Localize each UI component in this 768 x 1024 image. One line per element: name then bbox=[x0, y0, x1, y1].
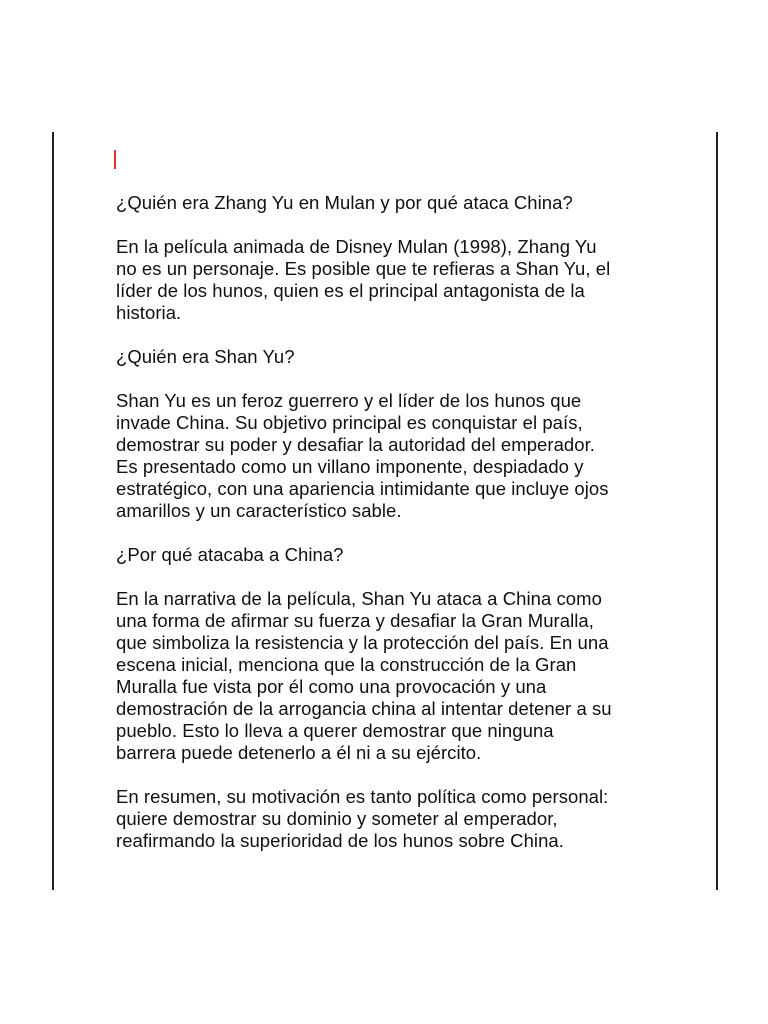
text-cursor bbox=[114, 150, 116, 169]
page-left-border bbox=[52, 132, 54, 890]
heading-zhang-yu[interactable] bbox=[116, 148, 661, 214]
heading-zhang-yu-text: ¿Quién era Zhang Yu en Mulan y por qué ataca China? bbox=[116, 192, 573, 213]
heading-why-attack: ¿Por qué atacaba a China? bbox=[116, 544, 344, 565]
paragraph-summary: En resumen, su motivación es tanto política como personal: quiere demostrar su dominio y someter al emperador, reafirmando la superioridad de los hunos sobre China. bbox=[116, 786, 609, 851]
paragraph-shan-yu: Shan Yu es un feroz guerrero y el líder de los hunos que invade China. Su objetivo principal es conquistar el país, demostrar su poder y desafiar la autoridad del emperador. Es presentado como un villano imponente, despiadado y estratégico, con una apariencia intimidante que incluye ojos amarillos y un característico sable. bbox=[116, 390, 609, 521]
paragraph-intro: En la película animada de Disney Mulan (1998), Zhang Yu no es un personaje. Es posible que te refieras a Shan Yu, el líder de los hunos, quien es el principal antagonista de la historia. bbox=[116, 236, 611, 323]
document-text-area[interactable] bbox=[116, 148, 661, 874]
page-right-border bbox=[716, 132, 718, 890]
paragraph-why-attack: En la narrativa de la película, Shan Yu ataca a China como una forma de afirmar su fuerza y desafiar la Gran Muralla, que simboliza la resistencia y la protección del país. En una escena inicial, menciona que la construcción de la Gran Muralla fue vista por él como una provocación y una demostración de la arrogancia china al intentar detener a su pueblo. Esto lo lleva a querer demostrar que ninguna barrera puede detenerlo a él ni a su ejército. bbox=[116, 588, 612, 763]
heading-shan-yu: ¿Quién era Shan Yu? bbox=[116, 346, 295, 367]
